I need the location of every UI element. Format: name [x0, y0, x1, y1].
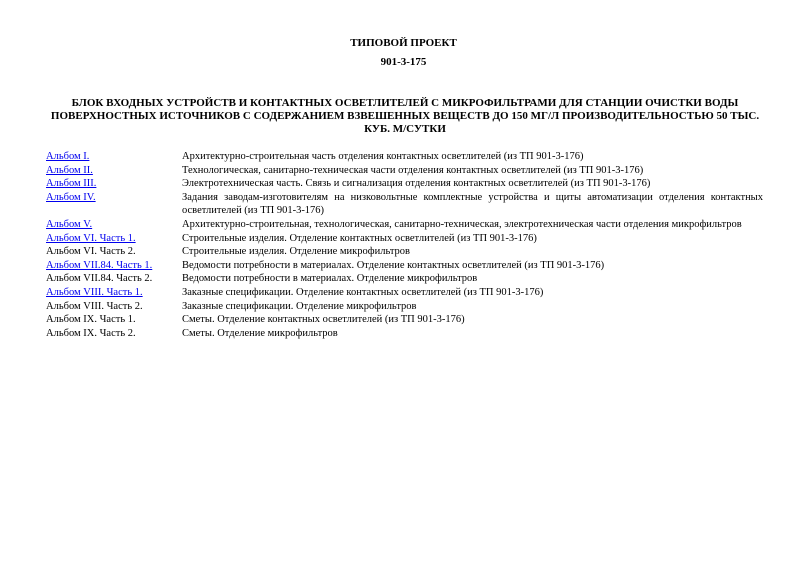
album-name-cell — [46, 245, 182, 259]
album-link[interactable]: Альбом VII.84. Часть 1. — [46, 259, 153, 271]
album-name-cell — [46, 272, 182, 286]
album-name-cell — [46, 313, 182, 327]
album-link[interactable]: Альбом I. — [46, 151, 90, 162]
document-title: БЛОК ВХОДНЫХ УСТРОЙСТВ И КОНТАКТНЫХ ОСВЕТЛИТЕЛЕЙ С МИКРОФИЛЬТРАМИ ДЛЯ СТАНЦИИ ОЧИСТКИ ВОДЫ ПОВЕРХНОСТНЫХ ИСТОЧНИКОВ С СОДЕРЖАНИЕМ ВЗВЕШЕННЫХ ВЕЩЕСТВ ДО 150 МГ/Л ПРОИЗВОДИТЕЛЬНОСТЬЮ 50 ТЫС. КУБ. М/СУТКИ — [50, 97, 760, 135]
album-description: Ведомости потребности в материалах. Отделение контактных осветлителей (из ТП 901-3-176) — [182, 259, 605, 271]
album-link[interactable]: Альбом III. — [46, 178, 97, 190]
album-row — [46, 286, 763, 300]
album-description: Задания заводам-изготовителям на низковольтные комплектные устройства и щиты автоматизации отделения контактных осветлителей (из ТП 901-3-176) — [182, 191, 763, 217]
album-row — [46, 150, 763, 164]
album-row — [46, 300, 763, 314]
album-description: Электротехническая часть. Связь и сигнализация отделения контактных осветлителей (из ТП 901-3-176) — [182, 178, 651, 190]
album-description: Сметы. Отделение контактных осветлителей (из ТП 901-3-176) — [182, 314, 465, 326]
album-row — [46, 245, 763, 259]
album-name-cell — [46, 218, 182, 232]
album-link[interactable]: Альбом II. — [46, 164, 93, 176]
album-row — [46, 232, 763, 246]
album-link[interactable]: Альбом V. — [46, 218, 93, 230]
album-description: Ведомости потребности в материалах. Отделение микрофильтров — [182, 273, 478, 285]
album-row — [46, 313, 763, 327]
album-row — [46, 327, 763, 341]
album-name-cell — [46, 191, 182, 218]
album-name: Альбом IX. Часть 1. — [46, 314, 136, 326]
album-name: Альбом IX. Часть 2. — [46, 327, 136, 339]
album-name-cell — [46, 232, 182, 246]
album-name-cell — [46, 150, 182, 164]
album-name: Альбом VII.84. Часть 2. — [46, 273, 153, 285]
album-description: Сметы. Отделение микрофильтров — [182, 327, 338, 339]
album-description: Строительные изделия. Отделение микрофильтров — [182, 246, 411, 258]
album-name-cell — [46, 300, 182, 314]
album-row — [46, 177, 763, 191]
album-name-cell — [46, 177, 182, 191]
album-name-cell — [46, 327, 182, 341]
album-name-cell — [46, 286, 182, 300]
document-type-heading: ТИПОВОЙ ПРОЕКТ — [350, 37, 457, 49]
album-description: Заказные спецификации. Отделение контактных осветлителей (из ТП 901-3-176) — [182, 286, 544, 298]
album-description: Строительные изделия. Отделение контактных осветлителей (из ТП 901-3-176) — [182, 232, 537, 244]
album-link[interactable]: Альбом VIII. Часть 1. — [46, 286, 143, 298]
document-number-heading: 901-3-175 — [380, 56, 427, 68]
album-description: Технологическая, санитарно-техническая части отделения контактных осветлителей (из ТП 901-3-176) — [182, 164, 644, 176]
album-description: Архитектурно-строительная часть отделения контактных осветлителей (из ТП 901-3-176) — [182, 151, 584, 162]
album-row — [46, 164, 763, 178]
album-row — [46, 191, 763, 218]
album-name-cell — [46, 259, 182, 273]
album-row — [46, 272, 763, 286]
album-contents-list — [46, 150, 763, 340]
album-link[interactable]: Альбом VI. Часть 1. — [46, 232, 136, 244]
album-description: Заказные спецификации. Отделение микрофильтров — [182, 300, 417, 312]
album-name: Альбом VI. Часть 2. — [46, 246, 136, 258]
album-link[interactable]: Альбом IV. — [46, 191, 96, 203]
album-row — [46, 218, 763, 232]
album-name-cell — [46, 164, 182, 178]
album-name: Альбом VIII. Часть 2. — [46, 300, 143, 312]
album-row — [46, 259, 763, 273]
album-description: Архитектурно-строительная, технологическая, санитарно-техническая, электротехническая части отделения микрофильтров — [182, 218, 742, 230]
